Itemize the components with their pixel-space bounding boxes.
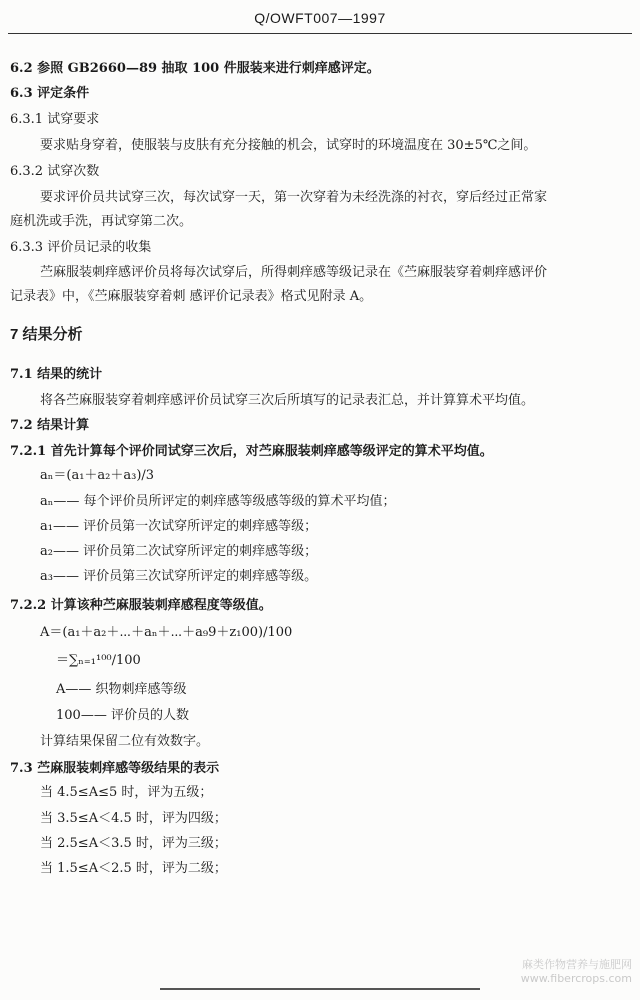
section-7-2-2: 7.2.2 计算该种苎麻服装刺痒感程度等级值。 bbox=[10, 598, 272, 613]
footer-divider bbox=[160, 988, 480, 990]
paragraph-6-3-3-line-1: 苎麻服装刺痒感评价员将每次试穿后，所得刺痒感等级记录在《苎麻服装穿着刺痒感评价 bbox=[40, 265, 548, 280]
section-6-3-2-heading: 6.3.2 试穿次数 bbox=[10, 164, 100, 179]
section-6-3-1-heading: 6.3.1 试穿要求 bbox=[10, 112, 100, 127]
formula-A: A＝(a₁＋a₂＋⋯＋aₙ＋⋯＋a₉9＋z₁00)/100 bbox=[40, 625, 293, 640]
section-7-2-1: 7.2.1 首先计算每个评价同试穿三次后，对苎麻服装刺痒感等级评定的算术平均值。 bbox=[10, 444, 493, 459]
definition-a2: a₂—— 评价员第二次试穿所评定的刺痒感等级； bbox=[40, 544, 318, 559]
grade-four: 当 3.5≤A＜4.5 时，评为四级； bbox=[40, 811, 227, 826]
section-6-3-heading: 6.3 评定条件 bbox=[10, 86, 90, 101]
header-divider bbox=[8, 33, 632, 34]
grade-two: 当 1.5≤A＜2.5 时，评为二级； bbox=[40, 861, 227, 876]
watermark-title: 麻类作物营养与施肥网 bbox=[522, 958, 632, 971]
section-7-3-heading: 7.3 苎麻服装刺痒感等级结果的表示 bbox=[10, 761, 220, 776]
paragraph-7-1: 将各苎麻服装穿着刺痒感评价员试穿三次后所填写的记录表汇总，并计算算术平均值。 bbox=[40, 393, 535, 408]
definition-a3: a₃—— 评价员第三次试穿所评定的刺痒感等级。 bbox=[40, 569, 318, 584]
section-6-3-3-heading: 6.3.3 评价员记录的收集 bbox=[10, 240, 152, 255]
paragraph-6-3-3-line-2: 记录表》中，《苎麻服装穿着刺 感评价记录表》格式见附录 A。 bbox=[10, 289, 373, 304]
watermark-url: www.fibercrops.com bbox=[520, 972, 632, 985]
paragraph-6-3-2-line-1: 要求评价员共试穿三次，每次试穿一天，第一次穿着为未经洗涤的衬衣，穿后经过正常家 bbox=[40, 190, 548, 205]
section-7-2-heading: 7.2 结果计算 bbox=[10, 418, 90, 433]
page-header: Q/OWFT007—1997 bbox=[254, 10, 386, 26]
definition-A: A—— 织物刺痒感等级 bbox=[56, 682, 187, 697]
formula-an: aₙ＝(a₁＋a₂＋a₃)/3 bbox=[40, 468, 155, 483]
section-7-heading: 7 结果分析 bbox=[10, 326, 83, 343]
paragraph-6-3-2-line-2: 庭机洗或手洗，再试穿第二次。 bbox=[10, 214, 193, 229]
definition-a1: a₁—— 评价员第一次试穿所评定的刺痒感等级； bbox=[40, 519, 318, 534]
note-precision: 计算结果保留二位有效数字。 bbox=[40, 734, 210, 749]
grade-three: 当 2.5≤A＜3.5 时，评为三级； bbox=[40, 836, 227, 851]
section-6-2: 6.2 参照 GB2660—89 抽取 100 件服装来进行刺痒感评定。 bbox=[10, 61, 380, 76]
paragraph-6-3-1: 要求贴身穿着，使服装与皮肤有充分接触的机会，试穿时的环境温度在 30±5℃之间。 bbox=[40, 138, 537, 153]
definition-an: aₙ—— 每个评价员所评定的刺痒感等级感等级的算术平均值； bbox=[40, 494, 396, 509]
section-7-1-heading: 7.1 结果的统计 bbox=[10, 367, 103, 382]
definition-100: 100—— 评价员的人数 bbox=[56, 708, 189, 723]
formula-A-sum: ＝∑ₙ₌₁¹⁰⁰/100 bbox=[56, 653, 141, 668]
grade-five: 当 4.5≤A≤5 时，评为五级； bbox=[40, 785, 213, 800]
site-watermark bbox=[521, 958, 632, 986]
